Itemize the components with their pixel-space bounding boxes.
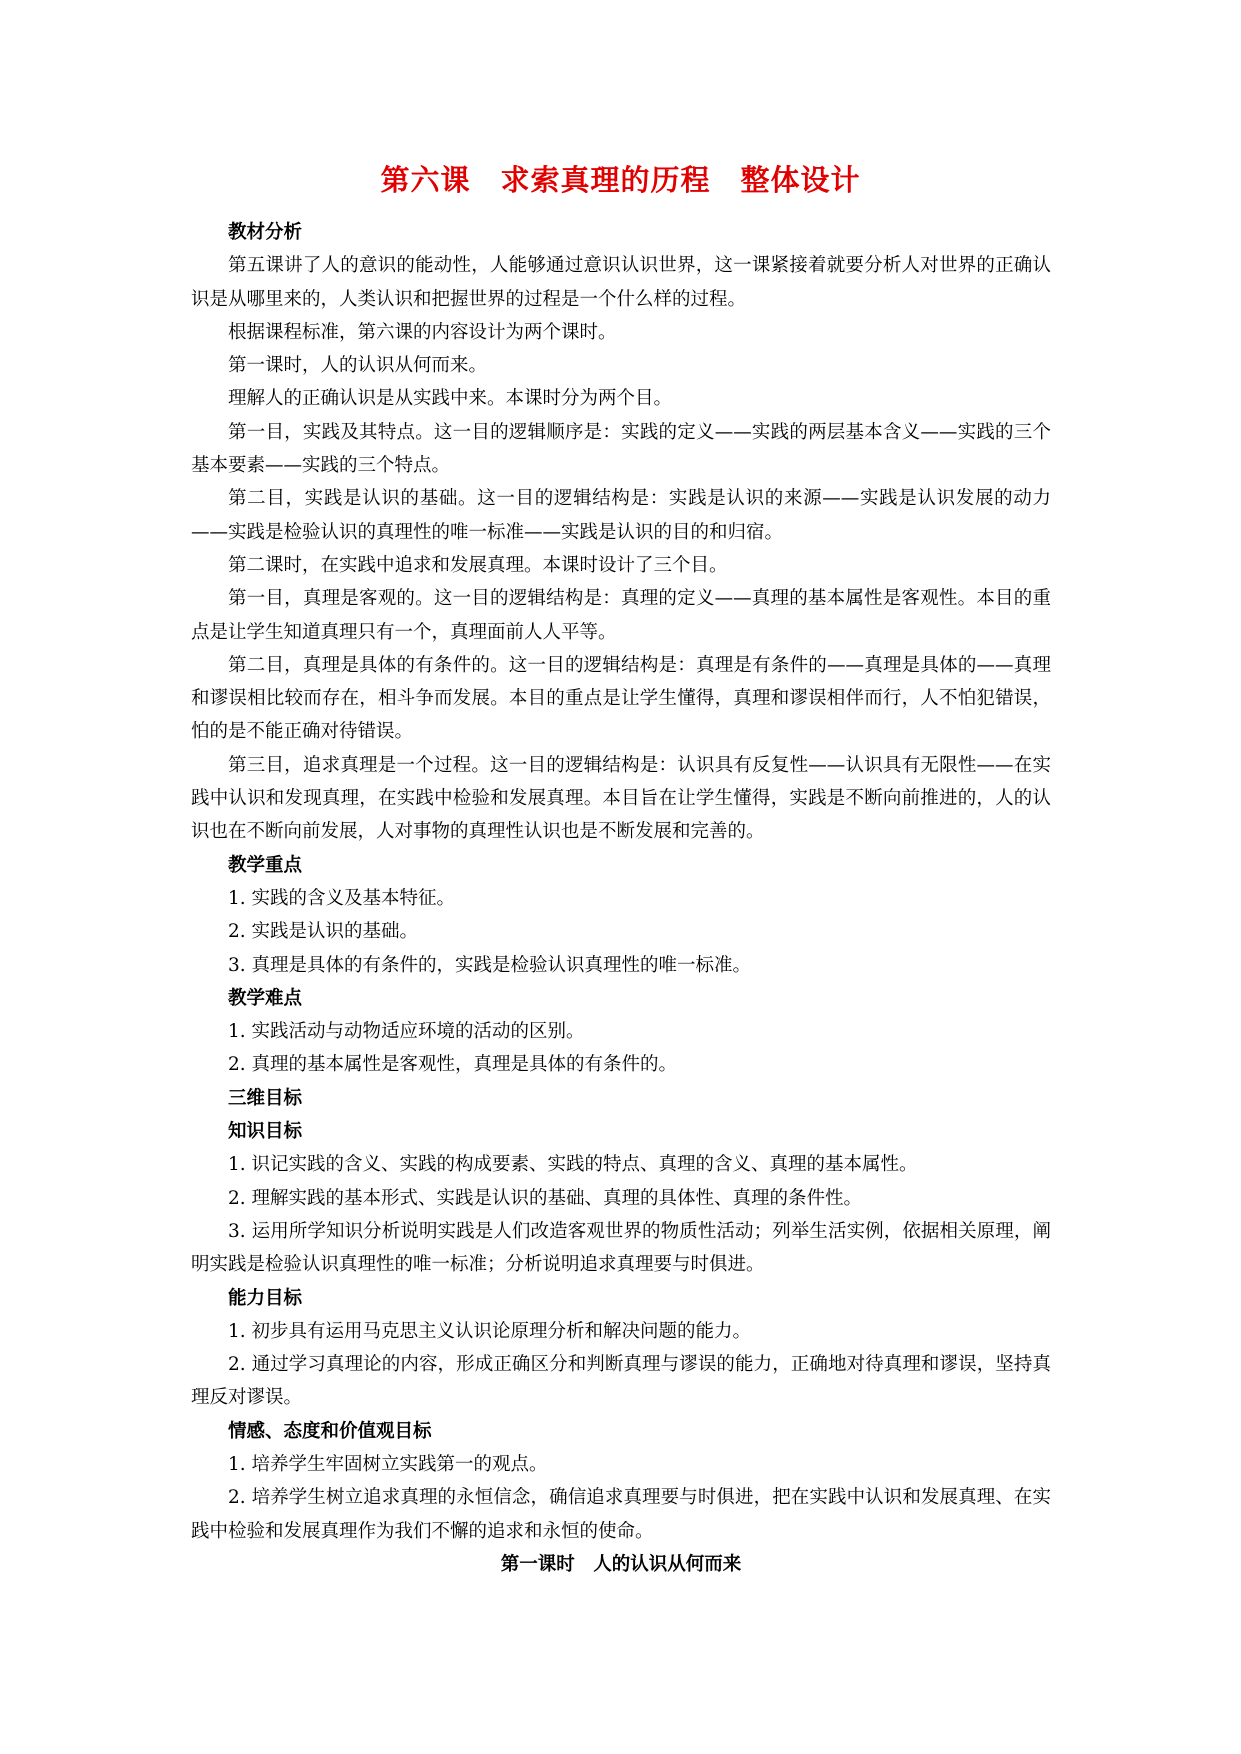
paragraph: 1. 培养学生牢固树立实践第一的观点。: [228, 1453, 548, 1475]
document-body: [191, 216, 1051, 1581]
section-heading: 三维目标: [228, 1087, 303, 1109]
paragraph: 第二目，真理是具体的有条件的。这一目的逻辑结构是：真理是有条件的——真理是具体的——真理和谬误相比较而存在，相斗争而发展。本目的重点是让学生懂得，真理和谬误相伴而行，人不怕犯错误，怕的是不能正确对待错误。: [191, 654, 1051, 743]
paragraph: 根据课程标准，第六课的内容设计为两个课时。: [228, 321, 617, 343]
lesson-subtitle: 第一课时 人的认识从何而来: [500, 1553, 742, 1575]
paragraph: 第一课时，人的认识从何而来。: [228, 355, 488, 377]
paragraph: 第三目，追求真理是一个过程。这一目的逻辑结构是：认识具有反复性——认识具有无限性——在实践中认识和发现真理，在实践中检验和发展真理。本目旨在让学生懂得，实践是不断向前推进的，人的认识也在不断向前发展，人对事物的真理性认识也是不断发展和完善的。: [191, 754, 1051, 843]
paragraph: 第二课时，在实践中追求和发展真理。本课时设计了三个目。: [228, 554, 728, 576]
paragraph: 理解人的正确认识是从实践中来。本课时分为两个目。: [228, 388, 673, 410]
section-heading: 能力目标: [228, 1287, 303, 1309]
section-heading: 教材分析: [228, 222, 303, 243]
section-heading: 教学重点: [228, 854, 303, 876]
paragraph: 3. 运用所学知识分析说明实践是人们改造客观世界的物质性活动；列举生活实例，依据相关原理，阐明实践是检验认识真理性的唯一标准；分析说明追求真理要与时俱进。: [191, 1220, 1051, 1276]
paragraph: 1. 实践活动与动物适应环境的活动的区别。: [228, 1021, 585, 1043]
paragraph: 2. 实践是认识的基础。: [228, 921, 419, 943]
paragraph: 2. 通过学习真理论的内容，形成正确区分和判断真理与谬误的能力，正确地对待真理和谬误，坚持真理反对谬误。: [191, 1354, 1051, 1409]
paragraph: 第五课讲了人的意识的能动性，人能够通过意识认识世界，这一课紧接着就要分析人对世界的正确认识是从哪里来的，人类认识和把握世界的过程是一个什么样的过程。: [191, 255, 1051, 310]
paragraph: 1. 实践的含义及基本特征。: [228, 887, 456, 909]
paragraph: 2. 理解实践的基本形式、实践是认识的基础、真理的具体性、真理的条件性。: [228, 1187, 863, 1209]
paragraph: 第一目，实践及其特点。这一目的逻辑顺序是：实践的定义——实践的两层基本含义——实践的三个基本要素——实践的三个特点。: [191, 421, 1051, 477]
document-title: 第六课 求索真理的历程 整体设计: [380, 163, 861, 197]
paragraph: 1. 识记实践的含义、实践的构成要素、实践的特点、真理的含义、真理的基本属性。: [228, 1154, 918, 1176]
paragraph: 2. 培养学生树立追求真理的永恒信念，确信追求真理要与时俱进，把在实践中认识和发展真理、在实践中检验和发展真理作为我们不懈的追求和永恒的使命。: [191, 1487, 1051, 1542]
paragraph: 1. 初步具有运用马克思主义认识论原理分析和解决问题的能力。: [228, 1320, 752, 1342]
paragraph: 2. 真理的基本属性是客观性，真理是具体的有条件的。: [228, 1054, 678, 1076]
paragraph: 第一目，真理是客观的。这一目的逻辑结构是：真理的定义——真理的基本属性是客观性。本目的重点是让学生知道真理只有一个，真理面前人人平等。: [191, 588, 1051, 643]
section-heading: 知识目标: [228, 1121, 303, 1143]
paragraph: 第二目，实践是认识的基础。这一目的逻辑结构是：实践是认识的来源——实践是认识发展的动力——实践是检验认识的真理性的唯一标准——实践是认识的目的和归宿。: [191, 488, 1051, 543]
section-heading: 情感、态度和价值观目标: [228, 1420, 432, 1442]
paragraph: 3. 真理是具体的有条件的，实践是检验认识真理性的唯一标准。: [228, 954, 752, 976]
section-heading: 教学难点: [228, 987, 303, 1009]
